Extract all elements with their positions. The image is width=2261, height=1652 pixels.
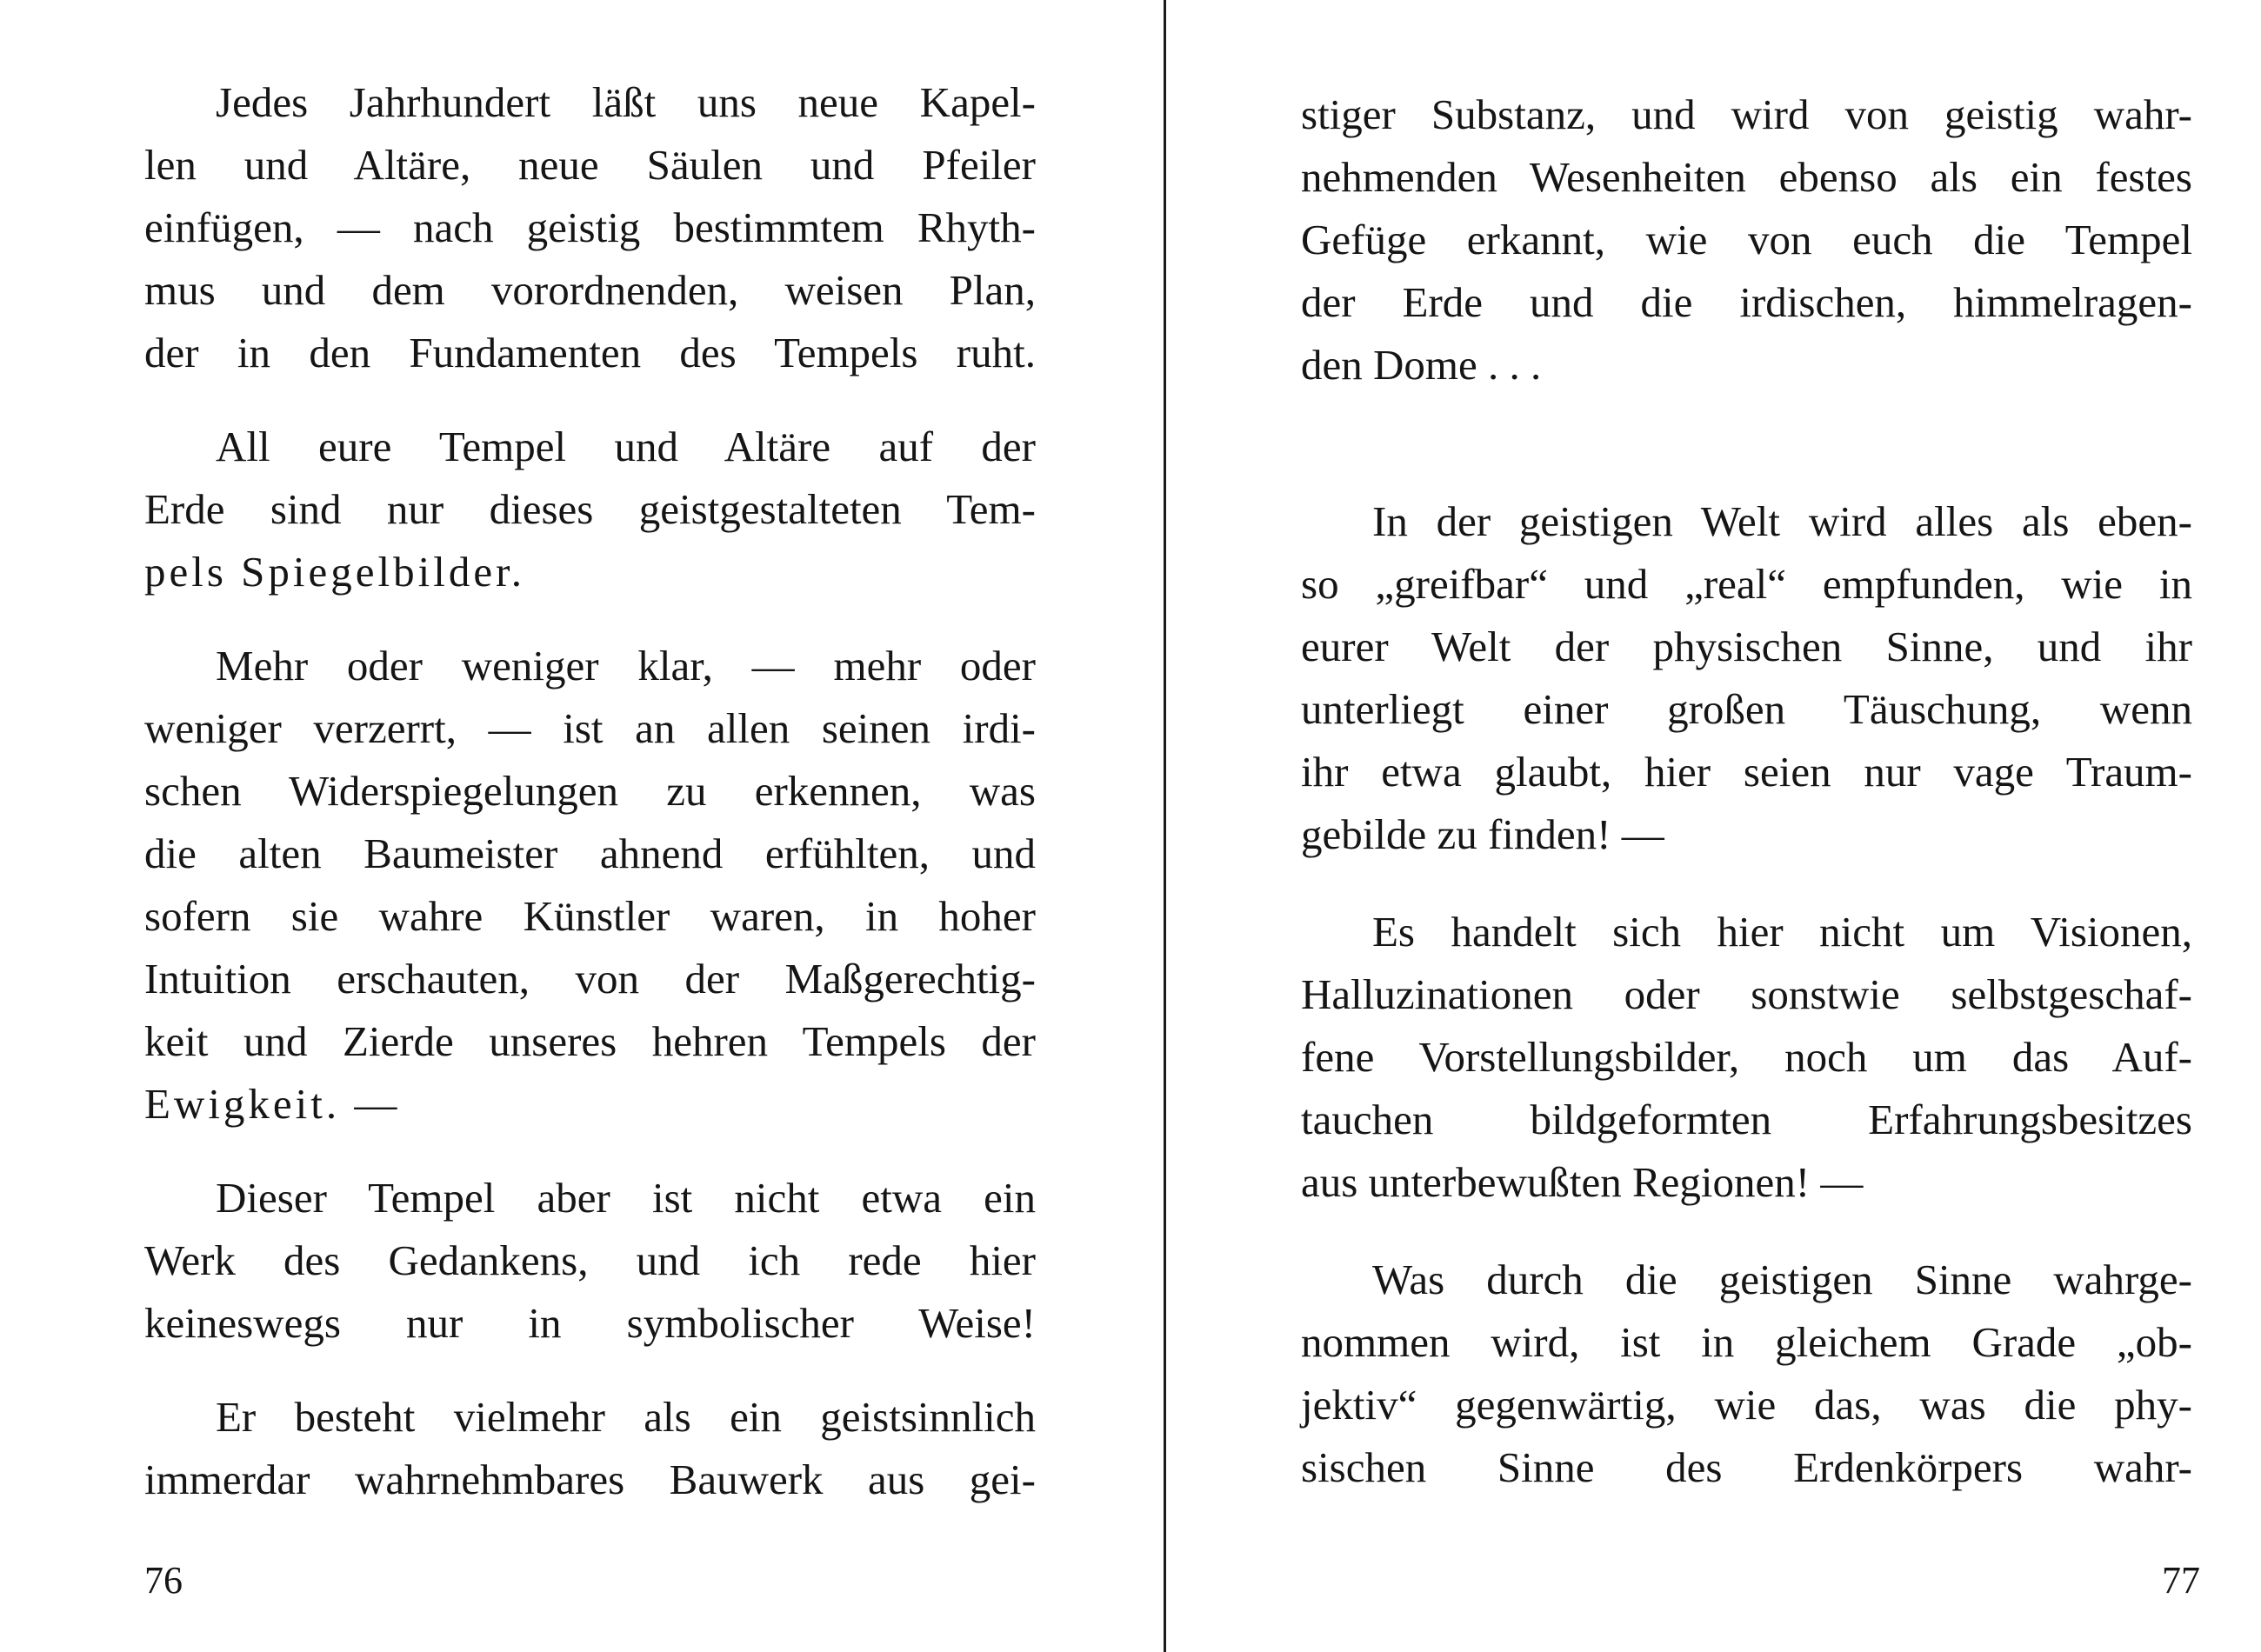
page-number: 76 — [144, 1559, 183, 1602]
text-line: der Erde und die irdischen, himmelragen- — [1301, 278, 2192, 326]
paragraph — [1301, 901, 2192, 1214]
paragraph — [144, 416, 1036, 603]
text-line: Mehr oder weniger klar, — mehr oder — [216, 642, 1036, 689]
text-line: jektiv“ gegenwärtig, wie das, was die phy- — [1301, 1381, 2192, 1429]
text-line: stiger Substanz, und wird von geistig wahr- — [1301, 90, 2192, 138]
text-line: Dieser Tempel aber ist nicht etwa ein — [216, 1174, 1036, 1222]
text-line: der in den Fundamenten des Tempels ruht. — [144, 329, 1036, 376]
text-line: sofern sie wahre Künstler waren, in hoher — [144, 892, 1036, 940]
text-line: weniger verzerrt, — ist an allen seinen irdi- — [144, 704, 1036, 752]
text-line: Ewigkeit. — — [144, 1080, 401, 1128]
text-line: mus und dem vorordnenden, weisen Plan, — [144, 266, 1036, 314]
text-line: len und Altäre, neue Säulen und Pfeiler — [144, 141, 1036, 189]
text-line: den Dome . . . — [1301, 341, 1542, 389]
text-line: nommen wird, ist in gleichem Grade „ob- — [1301, 1318, 2192, 1366]
text-line: Halluzinationen oder sonstwie selbstgeschaf- — [1301, 970, 2192, 1018]
text-line: keineswegs nur in symbolischer Weise! — [144, 1299, 1036, 1347]
page-number: 77 — [2162, 1559, 2200, 1602]
text-line: unterliegt einer großen Täuschung, wenn — [1301, 685, 2192, 733]
text-line: Es handelt sich hier nicht um Visionen, — [1372, 908, 2192, 956]
text-line: All eure Tempel und Altäre auf der — [216, 423, 1036, 470]
right-page-text — [1301, 83, 2192, 1499]
text-line: Intuition erschauten, von der Maßgerechtig- — [144, 955, 1036, 1003]
text-line: Erde sind nur dieses geistgestalteten Tem- — [144, 485, 1036, 533]
text-line: Werk des Gedankens, und ich rede hier — [144, 1236, 1036, 1284]
text-line: immerdar wahrnehmbares Bauwerk aus gei- — [144, 1455, 1036, 1503]
text-line: die alten Baumeister ahnend erfühlten, und — [144, 829, 1036, 877]
text-line: eurer Welt der physischen Sinne, und ihr — [1301, 623, 2192, 670]
text-line: so „greifbar“ und „real“ empfunden, wie in — [1301, 560, 2192, 608]
paragraph — [1301, 490, 2192, 866]
right-page — [1165, 0, 2261, 1652]
text-line: keit und Zierde unseres hehren Tempels der — [144, 1017, 1036, 1065]
text-line: einfügen, — nach geistig bestimmtem Rhyth- — [144, 203, 1036, 251]
text-line: tauchen bildgeformten Erfahrungsbesitzes — [1301, 1096, 2192, 1143]
text-line: Er besteht vielmehr als ein geistsinnlich — [216, 1393, 1036, 1441]
text-line: In der geistigen Welt wird alles als eben- — [1372, 497, 2192, 545]
text-line: Jedes Jahrhundert läßt uns neue Kapel- — [216, 78, 1036, 126]
text-line: sischen Sinne des Erdenkörpers wahr- — [1301, 1443, 2192, 1491]
text-line: fene Vorstellungsbilder, noch um das Auf- — [1301, 1033, 2192, 1081]
paragraph — [1301, 1249, 2192, 1499]
left-page-text — [144, 71, 1036, 1511]
text-line: pels Spiegelbilder. — [144, 548, 525, 596]
text-line: nehmenden Wesenheiten ebenso als ein festes — [1301, 153, 2192, 201]
paragraph — [144, 1167, 1036, 1355]
paragraph — [1301, 83, 2192, 396]
text-line: Gefüge erkannt, wie von euch die Tempel — [1301, 216, 2192, 263]
text-line: gebilde zu finden! — — [1301, 810, 1664, 858]
paragraph — [144, 71, 1036, 384]
text-line: schen Widerspiegelungen zu erkennen, was — [144, 767, 1036, 815]
text-line: ihr etwa glaubt, hier seien nur vage Traum- — [1301, 748, 2192, 796]
paragraph — [144, 1386, 1036, 1511]
text-line: aus unterbewußten Regionen! — — [1301, 1158, 1864, 1206]
text-line: Was durch die geistigen Sinne wahrge- — [1372, 1256, 2192, 1303]
paragraph — [144, 635, 1036, 1136]
